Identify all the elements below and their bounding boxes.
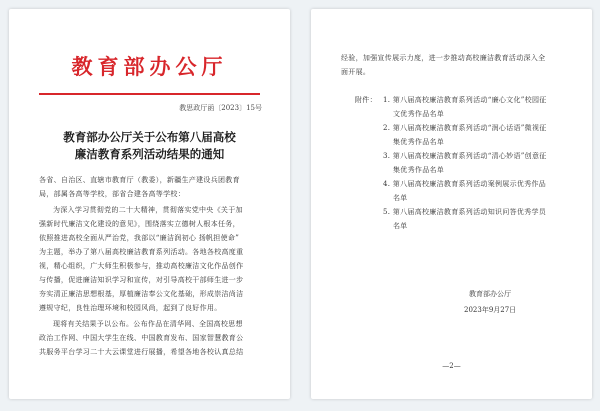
body-line: 强新时代廉洁文化建设的意见》，围绕落实立德树人根本任务，: [39, 220, 240, 228]
body-line: 为主题，举办了第八届高校廉洁教育系列活动。各地各校高度重: [39, 248, 244, 256]
body-line: 夯实清正廉洁思想根基，厚植廉洁奉公文化基础，形成崇洁尚洁: [39, 290, 244, 298]
body-line: 共服务平台学习二十大云课堂进行展播，希望各地各校认真总结: [39, 348, 244, 356]
attachment-item: 4. 第八届高校廉洁教育系列活动案例展示优秀作品: [383, 180, 547, 188]
document-title-line-2: 廉洁教育系列活动结果的通知: [74, 147, 225, 161]
attachment-item-cont: 名单: [393, 194, 408, 202]
attachments-label: 附件：: [355, 96, 377, 104]
attachment-item-cont: 集优秀作品名单: [393, 138, 445, 146]
signature-issuer: 教育部办公厅: [469, 290, 511, 298]
attachment-item-cont: 集优秀作品名单: [393, 166, 445, 174]
continued-line: 经验，加强宣传展示力度，进一步推动高校廉洁教育活动深入全: [341, 54, 546, 62]
attachment-item: 3. 第八届高校廉洁教育系列活动“清心妙语”创意征: [383, 152, 547, 160]
body-line: 与传播，促进廉洁知识学习和宣传，对引导高校干部师生进一步: [39, 276, 244, 284]
body-line: 视，精心组织，广大师生积极参与，推动高校廉洁文化作品创作: [39, 262, 244, 270]
body-line: 为深入学习贯彻党的二十大精神，贯彻落实党中央《关于加: [53, 206, 243, 214]
document-page-2: [311, 9, 592, 399]
document-title-line-1: 教育部办公厅关于公布第八届高校: [63, 130, 236, 144]
body-line: 现将有关结果予以公布。公布作品在清华网、全国高校思想: [53, 320, 243, 328]
document-page-1: [9, 9, 290, 399]
body-line: 遵规守纪，良性治理环境和校园风尚，起到了良好作用。: [39, 304, 222, 312]
attachment-item: 5. 第八届高校廉洁教育系列活动知识问答优秀学员: [383, 208, 547, 216]
page-number: —2—: [442, 362, 461, 370]
red-header-rule: [39, 93, 260, 95]
attachment-item: 1. 第八届高校廉洁教育系列活动“廉心文化”校园征: [383, 96, 547, 104]
issuer-header: 教育部办公厅: [71, 54, 228, 79]
body-line: 各省、自治区、直辖市教育厅（教委），新疆生产建设兵团教育: [39, 176, 240, 184]
document-number: 教思政厅函〔2023〕15号: [179, 104, 262, 112]
attachment-item: 2. 第八届高校廉洁教育系列活动“润心话语”微视征: [383, 124, 547, 132]
body-line: 局，部属各高等学校，部省合建各高等学校：: [39, 190, 185, 198]
signature-date: 2023年9月27日: [464, 306, 517, 314]
attachment-item-cont: 名单: [393, 222, 408, 230]
attachment-item-cont: 文优秀作品名单: [393, 110, 445, 118]
body-line: 依照推进高校全面从严治党，我部以“廉洁润初心 扬帆担使命”: [39, 234, 240, 242]
body-line: 政治工作网、中国大学生在线、中国教育发布、国家智慧教育公: [39, 334, 244, 342]
continued-line: 面开展。: [341, 68, 371, 76]
